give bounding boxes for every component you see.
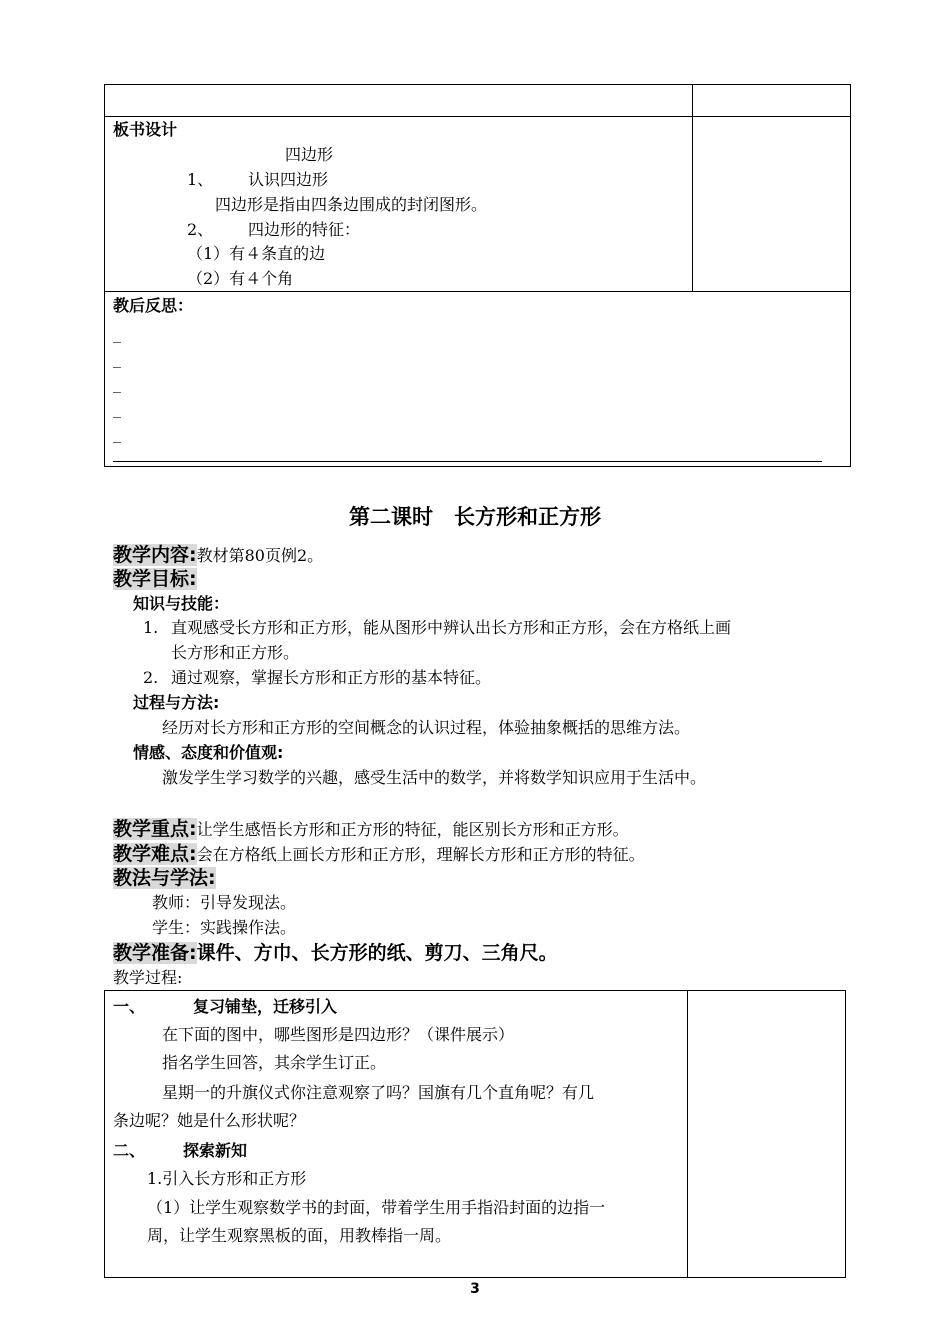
board-item1-text: 认识四边形	[248, 170, 329, 189]
step-2-title: 探索新知	[183, 1141, 248, 1160]
board-feature-2: （2）有４个角	[187, 269, 294, 288]
teacher-method: 教师：引导发现法。	[152, 893, 297, 912]
board-design-heading: 板书设计	[113, 120, 178, 139]
reflection-mark: _	[113, 324, 121, 343]
goal-1-number: 1.	[143, 618, 159, 637]
step-1-paragraph-3-line-1: 星期一的升旗仪式你注意观察了吗？国旗有几个直角呢？有几	[162, 1083, 595, 1102]
reflection-underline	[113, 461, 822, 462]
teaching-difficulty-label: 教学难点:	[113, 843, 197, 865]
reflection-mark: _	[113, 399, 121, 418]
board-item1-number: 1、	[187, 170, 214, 189]
teaching-preparation-text: 课件、方巾、长方形的纸、剪刀、三角尺。	[196, 942, 558, 964]
board-item2-number: 2、	[187, 220, 214, 239]
teaching-content	[113, 543, 323, 567]
reflection-mark: _	[113, 349, 121, 368]
table-row-divider	[104, 116, 851, 117]
student-method: 学生：实践操作法。	[152, 918, 297, 937]
emotion-values-label: 情感、态度和价值观:	[133, 743, 284, 762]
step-1-number: 一、	[113, 997, 146, 1016]
step-1-paragraph-3-line-2: 条边呢？她是什么形状呢？	[113, 1111, 306, 1130]
knowledge-skills-label: 知识与技能：	[133, 594, 230, 613]
step-2-subheading-1: 1.引入长方形和正方形	[147, 1169, 307, 1188]
board-item1-description: 四边形是指由四条边围成的封闭图形。	[215, 195, 488, 214]
step-2-number: 二、	[113, 1141, 146, 1160]
board-feature-1: （1）有４条直的边	[187, 244, 326, 263]
goal-1-line-1: 直观感受长方形和正方形，能从图形中辨认出长方形和正方形，会在方格纸上画	[171, 618, 732, 637]
teaching-difficulty	[113, 842, 645, 866]
table-row-divider	[104, 291, 851, 292]
table-column-divider	[687, 990, 688, 1278]
board-title: 四边形	[285, 145, 334, 164]
teaching-content-label: 教学内容:	[113, 544, 197, 566]
step-1-title: 复习铺垫，迁移引入	[193, 997, 338, 1016]
process-method-text: 经历对长方形和正方形的空间概念的认识过程，体验抽象概括的思维方法。	[162, 718, 691, 737]
teaching-method	[113, 866, 216, 890]
teaching-key-point	[113, 817, 629, 841]
step-2-paragraph-1-line-2: 周，让学生观察黑板的面，用教棒指一周。	[147, 1226, 452, 1245]
teaching-process-heading: 教学过程:	[113, 968, 183, 987]
teaching-goals	[113, 567, 197, 591]
reflection-mark: _	[113, 424, 121, 443]
goal-2-number: 2.	[143, 668, 159, 687]
teaching-preparation	[113, 941, 558, 965]
teaching-method-label: 教法与学法:	[113, 867, 216, 889]
teaching-key-label: 教学重点:	[113, 818, 197, 840]
page-number: 3	[470, 1281, 480, 1297]
step-1-paragraph-2: 指名学生回答，其余学生订正。	[162, 1053, 387, 1072]
step-1-paragraph-1: 在下面的图中，哪些图形是四边形？（课件展示）	[162, 1025, 515, 1044]
board-item2-text: 四边形的特征：	[248, 220, 361, 239]
step-2-paragraph-1-line-1: （1）让学生观察数学书的封面，带着学生用手指沿封面的边指一	[147, 1198, 606, 1217]
emotion-values-text: 激发学生学习数学的兴趣，感受生活中的数学，并将数学知识应用于生活中。	[162, 768, 707, 787]
process-method-label: 过程与方法:	[133, 693, 220, 712]
teaching-key-text: 让学生感悟长方形和正方形的特征，能区别长方形和正方形。	[196, 820, 629, 839]
teaching-goals-label: 教学目标:	[113, 568, 197, 590]
reflection-heading: 教后反思：	[113, 296, 194, 315]
teaching-content-text: 教材第80页例2。	[196, 546, 324, 565]
reflection-mark: _	[113, 374, 121, 393]
teaching-preparation-label: 教学准备:	[113, 942, 197, 964]
goal-1-line-2: 长方形和正方形。	[171, 643, 300, 662]
teaching-difficulty-text: 会在方格纸上画长方形和正方形，理解长方形和正方形的特征。	[196, 845, 645, 864]
lesson-title: 第二课时 长方形和正方形	[349, 505, 601, 529]
goal-2-text: 通过观察，掌握长方形和正方形的基本特征。	[171, 668, 492, 687]
